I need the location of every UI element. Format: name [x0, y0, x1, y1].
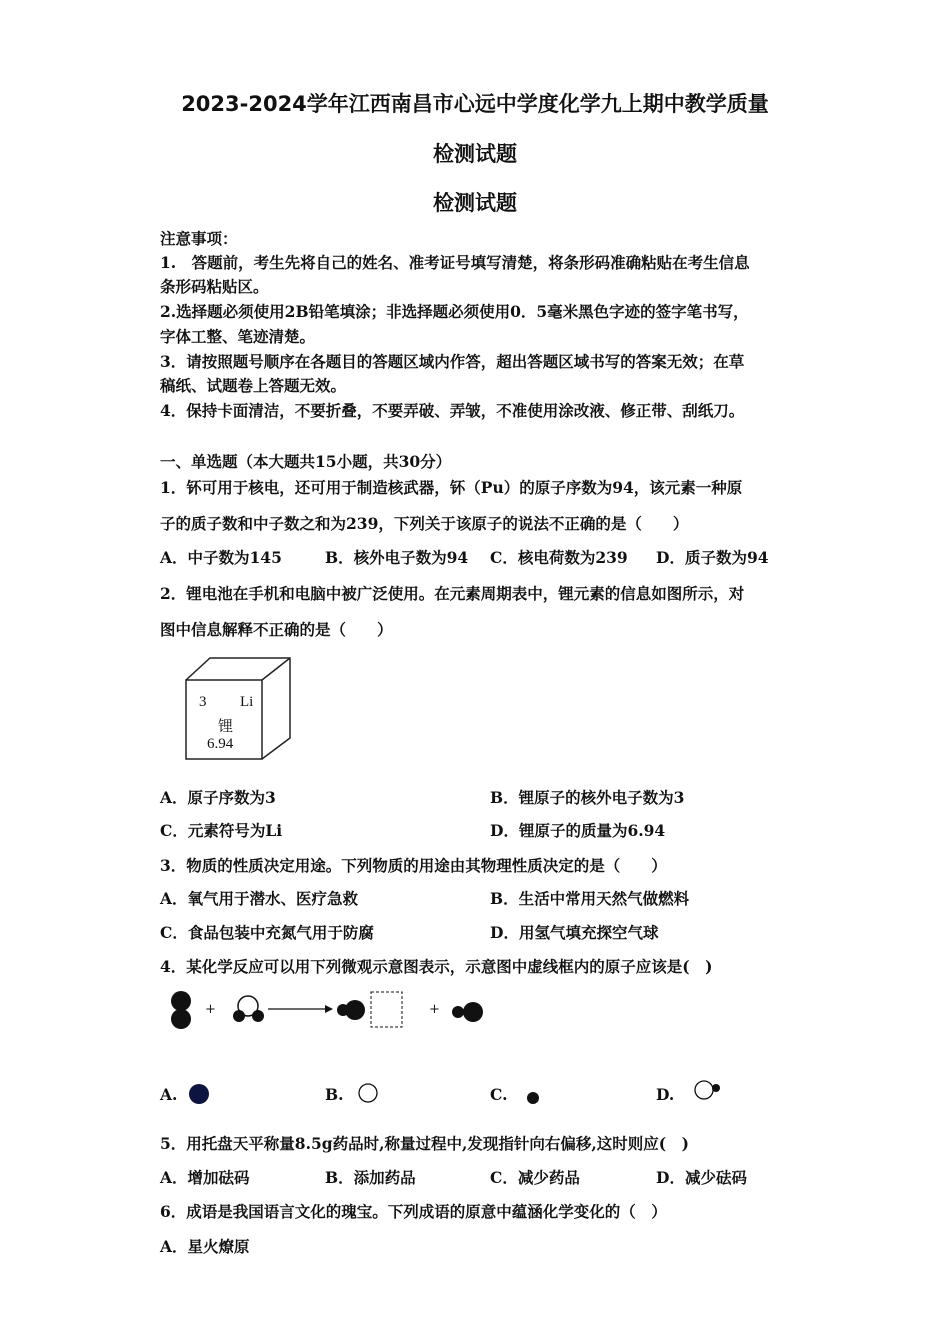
q4-option-b-atom — [355, 1081, 381, 1105]
q1-option-c: C．核电荷数为239 — [490, 548, 628, 567]
page-subtitle: 检测试题 — [433, 142, 517, 166]
q2-option-a: A．原子序数为3 — [160, 788, 276, 807]
q5-option-d: D．减少砝码 — [656, 1168, 747, 1187]
q4-option-a-label: A. — [160, 1085, 178, 1104]
cell-atomic-mass: 6.94 — [207, 736, 234, 752]
page-title: 2023-2024学年江西南昌市心远中学度化学九上期中教学质量 — [181, 92, 769, 116]
cell-atomic-number: 3 — [199, 694, 207, 710]
q4-stem: 4．某化学反应可以用下列微观示意图表示，示意图中虚线框内的原子应该是( ) — [160, 957, 713, 976]
reactant-2-atom-right — [252, 1010, 264, 1022]
q1-option-b: B．核外电子数为94 — [325, 548, 469, 567]
page-subtitle-repeat: 检测试题 — [433, 191, 517, 215]
note-3-line-1: 3．请按照题号顺序在各题目的答题区域内作答，超出答题区域书写的答案无效；在草 — [160, 352, 745, 371]
product-1-atom-large — [345, 1000, 365, 1020]
q1-stem-line-1: 1．钚可用于核电，还可用于制造核武器，钚（Pu）的原子序数为94，该元素一种原 — [160, 478, 743, 497]
q3-stem: 3．物质的性质决定用途。下列物质的用途由其物理性质决定的是（ ） — [160, 856, 667, 875]
q2-option-c: C．元素符号为Li — [160, 821, 283, 840]
q1-option-a: A．中子数为145 — [160, 548, 282, 567]
product-2-atom-small — [452, 1006, 464, 1018]
notes-heading: 注意事项： — [160, 229, 238, 248]
q2-stem-line-1: 2．锂电池在手机和电脑中被广泛使用。在元素周期表中，锂元素的信息如图所示，对 — [160, 584, 745, 603]
q4-option-a-atom — [186, 1081, 212, 1107]
q1-option-d: D．质子数为94 — [656, 548, 769, 567]
q5-option-c: C．减少药品 — [490, 1168, 580, 1187]
q3-option-a: A．氧气用于潜水、医疗急救 — [160, 889, 359, 908]
q4-option-c-atom — [524, 1089, 542, 1107]
cell-symbol: Li — [240, 694, 254, 710]
reactant-2-atom-left — [233, 1010, 245, 1022]
q4-option-c-label: C. — [490, 1085, 508, 1104]
q4-option-d-label: D. — [656, 1085, 675, 1104]
q2-stem-line-2: 图中信息解释不正确的是（ ） — [160, 620, 393, 639]
q3-option-b: B．生活中常用天然气做燃料 — [490, 889, 690, 908]
q2-option-b: B．锂原子的核外电子数为3 — [490, 788, 685, 807]
note-2-line-2: 字体工整、笔迹清楚。 — [160, 327, 316, 346]
plus-sign-right: + — [429, 1002, 440, 1017]
reactant-1-atom-top — [171, 991, 191, 1011]
q4-option-d-molecule — [692, 1077, 726, 1103]
note-2-line-1: 2.选择题必须使用2B铅笔填涂；非选择题必须使用0．5毫米黑色字迹的签字笔书写， — [160, 302, 749, 321]
q5-stem: 5．用托盘天平称量8.5g药品时,称量过程中,发现指针向右偏移,这时则应( ) — [160, 1134, 689, 1153]
q6-stem: 6．成语是我国语言文化的瑰宝。下列成语的原意中蕴涵化学变化的（ ） — [160, 1202, 667, 1221]
cell-element-name: 锂 — [218, 717, 234, 735]
note-1-line-2: 条形码粘贴区。 — [160, 277, 269, 296]
q2-option-d: D．锂原子的质量为6.94 — [490, 821, 666, 840]
note-1-line-1: 1. 答题前，考生先将自己的姓名、准考证号填写清楚，将条形码准确粘贴在考生信息 — [160, 253, 750, 272]
plus-sign-left: + — [205, 1002, 216, 1017]
q4-option-b-label: B. — [325, 1085, 344, 1104]
q5-option-b: B．添加药品 — [325, 1168, 416, 1187]
product-2-atom-large — [463, 1002, 483, 1022]
note-4: 4．保持卡面清洁，不要折叠，不要弄破、弄皱，不准使用涂改液、修正带、刮纸刀。 — [160, 401, 745, 420]
note-3-line-2: 稿纸、试题卷上答题无效。 — [160, 376, 347, 395]
q1-stem-line-2: 子的质子数和中子数之和为239，下列关于该原子的说法不正确的是（ ） — [160, 514, 689, 533]
q3-option-c: C．食品包装中充氮气用于防腐 — [160, 923, 374, 942]
section-heading: 一、单选题（本大题共15小题，共30分） — [160, 452, 452, 471]
dashed-unknown-box — [371, 992, 402, 1027]
q5-option-a: A．增加砝码 — [160, 1168, 250, 1187]
q6-option-a: A．星火燎原 — [160, 1237, 250, 1256]
reactant-1-atom-bottom — [171, 1009, 191, 1029]
lithium-element-cell — [180, 652, 298, 764]
q3-option-d: D．用氢气填充探空气球 — [490, 923, 659, 942]
